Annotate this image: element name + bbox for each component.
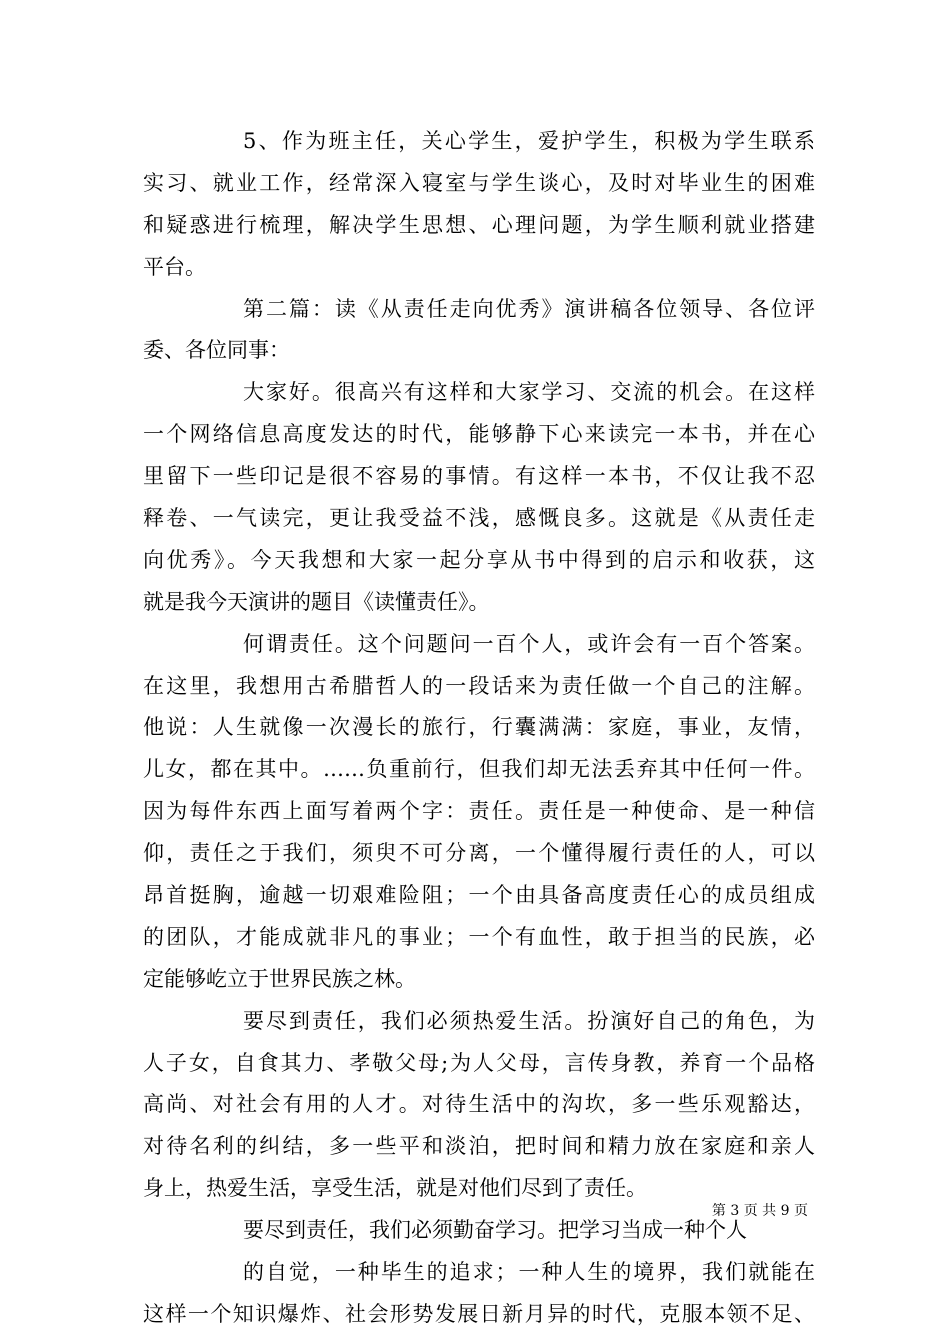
text-line: 一个网络信息高度发达的时代，能够静下心来读完一本书，并在心	[143, 422, 815, 447]
text-line: 身上，热爱生活，享受生活，就是对他们尽到了责任。	[143, 1176, 647, 1201]
text-line: 里留下一些印记是很不容易的事情。有这样一本书，不仅让我不忍	[143, 464, 815, 489]
text-line: 他说：人生就像一次漫长的旅行，行囊满满：家庭，事业，友情，	[143, 715, 815, 740]
text-line: 委、各位同事：	[143, 338, 290, 363]
text-line: 5、作为班主任，关心学生，爱护学生，积极为学生联系	[243, 129, 815, 153]
text-line: 因为每件东西上面写着两个字：责任。责任是一种使命、是一种信	[143, 799, 815, 824]
text-line: 和疑惑进行梳理，解决学生思想、心理问题，为学生顺利就业搭建	[143, 212, 815, 237]
text-line: 向优秀》。今天我想和大家一起分享从书中得到的启示和收获，这	[143, 547, 815, 572]
text-line: 定能够屹立于世界民族之林。	[143, 966, 416, 991]
text-line: 实习、就业工作，经常深入寝室与学生谈心，及时对毕业生的困难	[143, 170, 815, 195]
text-line: 高尚、对社会有用的人才。对待生活中的沟坎，多一些乐观豁达，	[143, 1092, 815, 1117]
text-line: 第二篇：读《从责任走向优秀》演讲稿各位领导、各位评	[243, 296, 815, 321]
text-line: 大家好。很高兴有这样和大家学习、交流的机会。在这样	[243, 380, 815, 405]
page-footer: 第 3 页 共 9 页	[711, 1203, 808, 1219]
text-line: 对待名利的纠结，多一些平和淡泊，把时间和精力放在家庭和亲人	[143, 1134, 815, 1159]
text-line: 平台。	[143, 254, 206, 279]
text-line: 仰，责任之于我们，须臾不可分离，一个懂得履行责任的人，可以	[143, 841, 815, 866]
text-line: 儿女，都在其中。……负重前行，但我们却无法丢弃其中任何一件。	[143, 757, 815, 782]
text-line: 要尽到责任，我们必须勤奋学习。把学习当成一种个人	[243, 1218, 747, 1243]
text-line: 在这里，我想用古希腊哲人的一段话来为责任做一个自己的注解。	[143, 673, 815, 698]
text-line: 要尽到责任，我们必须热爱生活。扮演好自己的角色，为	[243, 1008, 815, 1033]
text-line: 释卷、一气读完，更让我受益不浅，感慨良多。这就是《从责任走	[143, 506, 815, 531]
body-text	[143, 121, 815, 1336]
text-line: 就是我今天演讲的题目《读懂责任》。	[143, 589, 490, 614]
text-line: 何谓责任。这个问题问一百个人，或许会有一百个答案。	[243, 631, 815, 656]
text-line: 的团队，才能成就非凡的事业；一个有血性，敢于担当的民族，必	[143, 924, 815, 949]
text-line: 昂首挺胸，逾越一切艰难险阻；一个由具备高度责任心的成员组成	[143, 883, 815, 908]
text-line: 人子女，自食其力、孝敬父母;为人父母，言传身教，养育一个品格	[143, 1050, 815, 1075]
text-line: 的自觉，一种毕生的追求；一种人生的境界，我们就能在	[243, 1260, 815, 1285]
text-line: 这样一个知识爆炸、社会形势发展日新月异的时代，克服本领不足、	[143, 1301, 815, 1326]
